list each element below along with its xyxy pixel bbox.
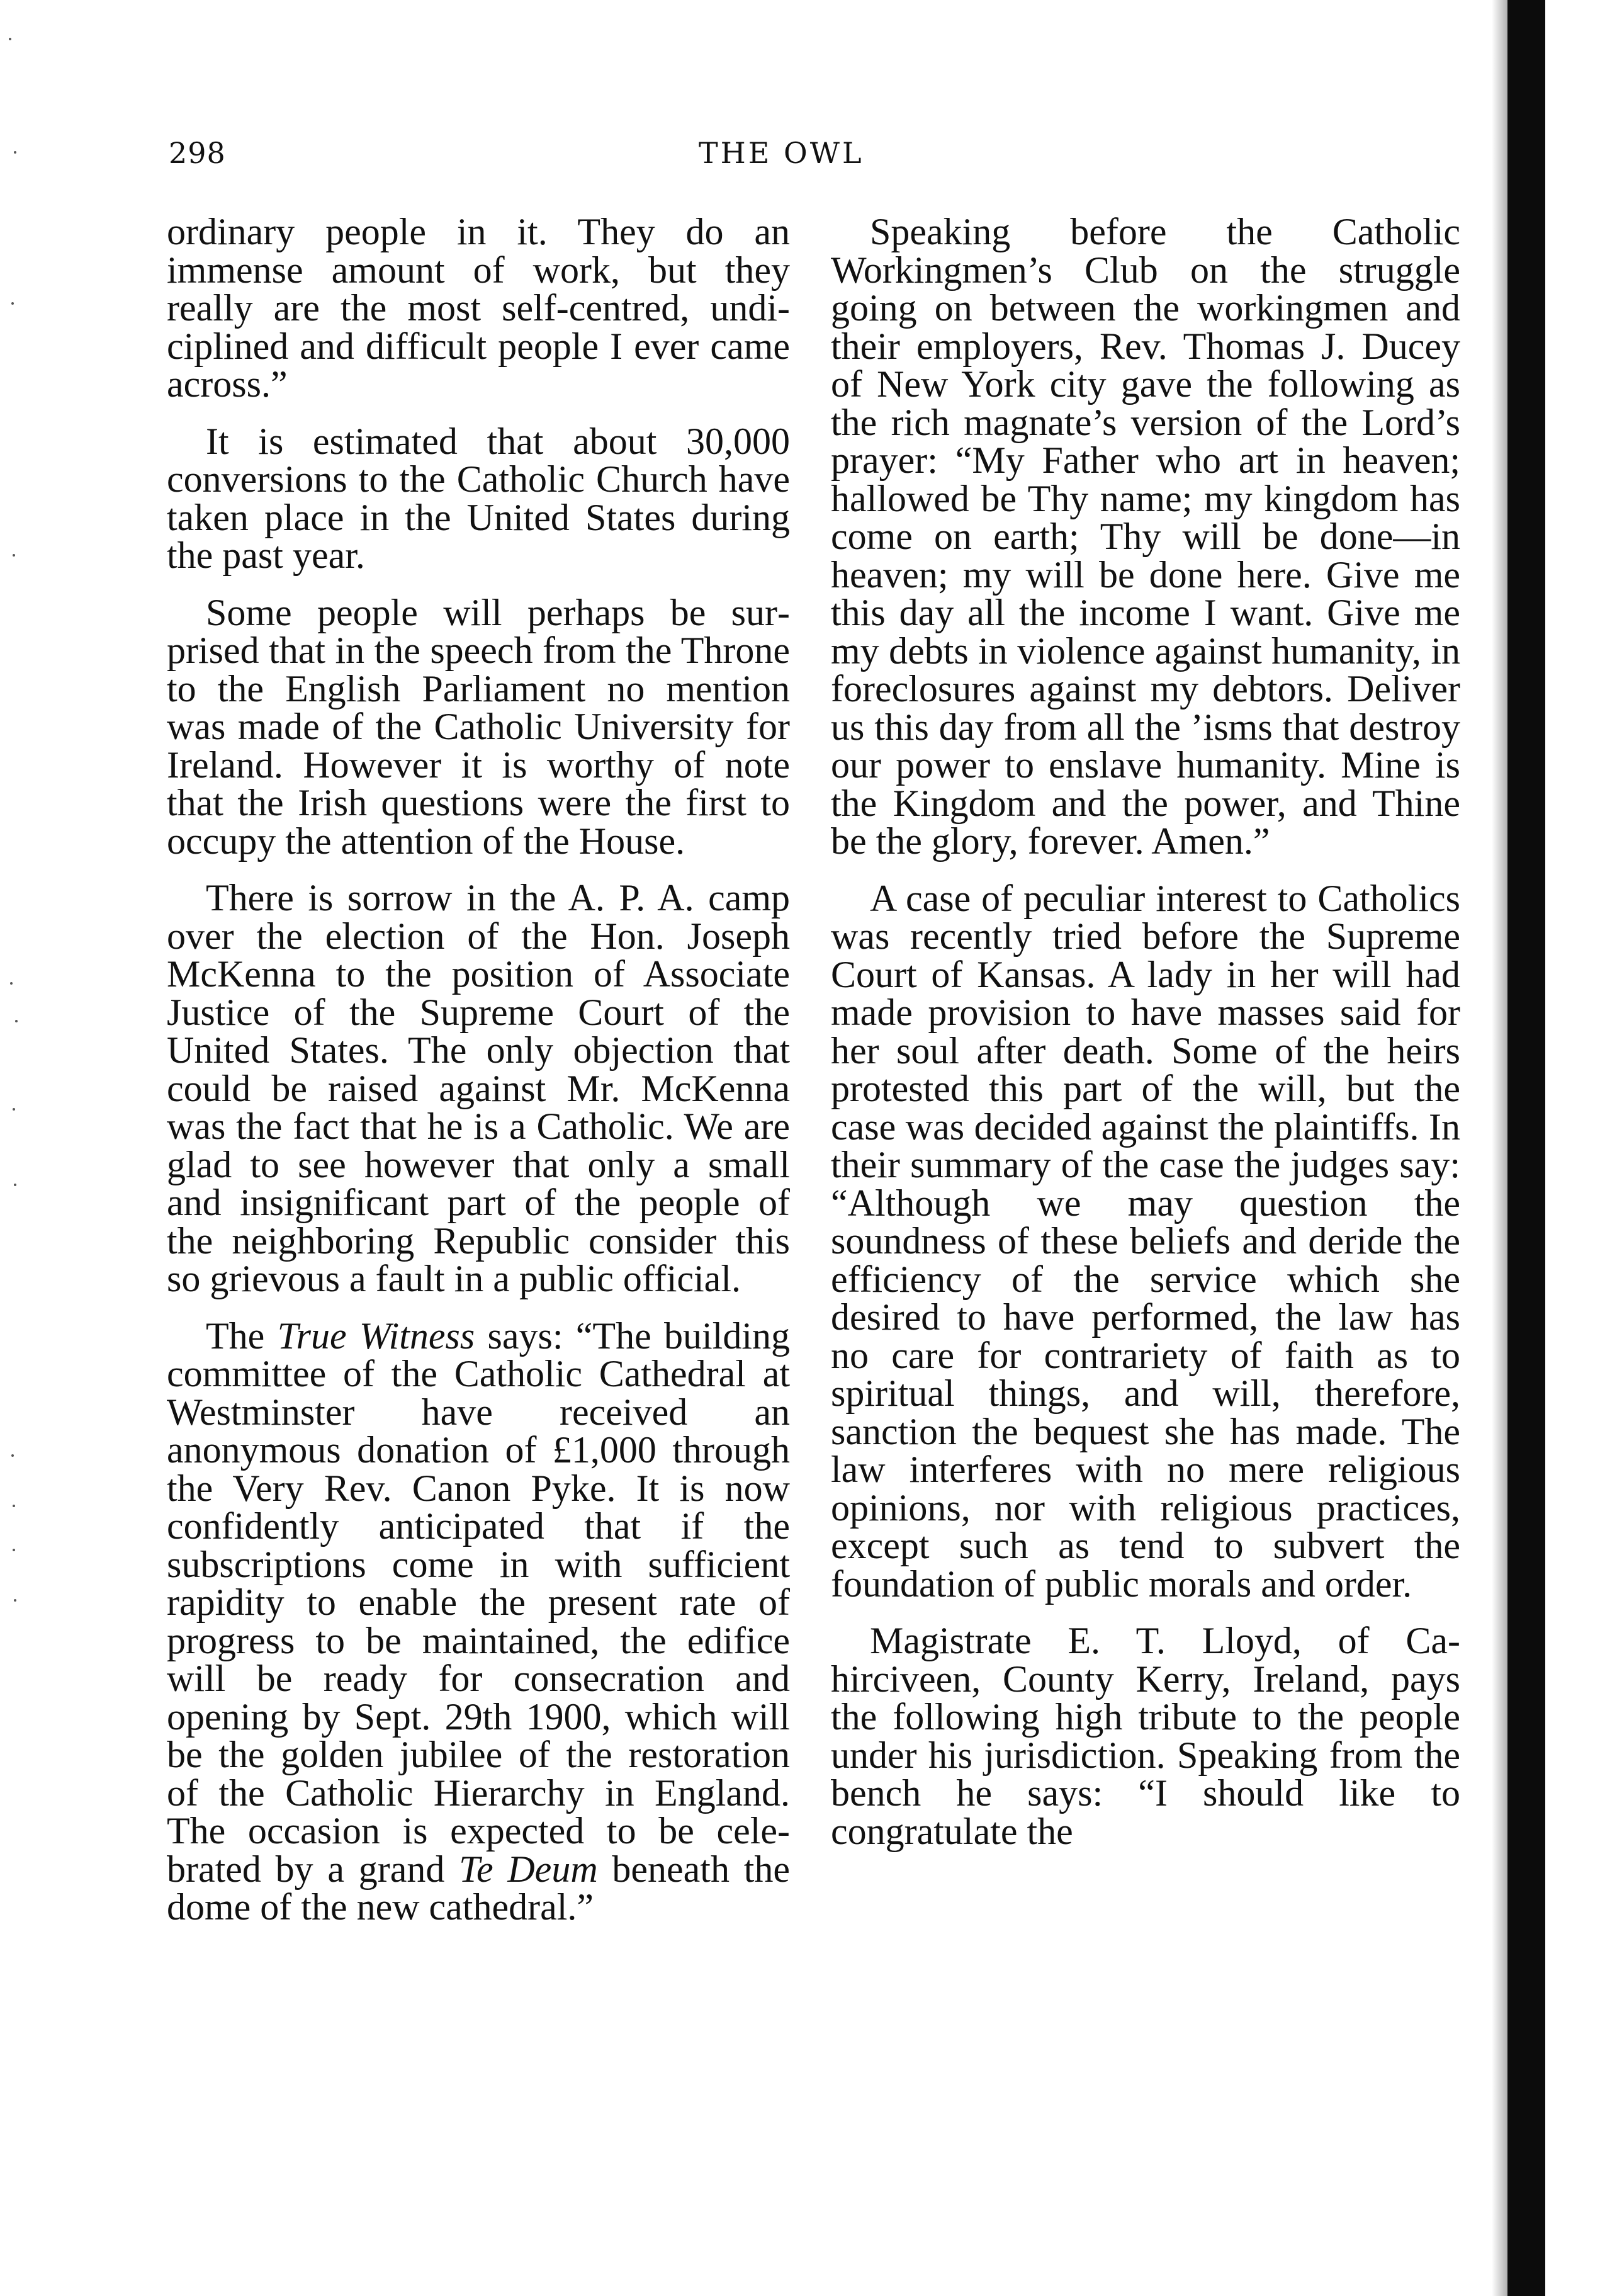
running-title: THE OWL	[699, 136, 864, 170]
right-column	[831, 213, 1460, 1869]
paragraph-ducey: Speaking before the Catholic Workingmen’s Club on the struggle going on between the workingmen and their employers, Rev. Thomas J. Ducey of New York city gave the following as the rich magnate’s version of the Lord’s prayer: “My Father who art in heaven; hallowed be Thy name; my kingdom has come on earth; Thy will be done—in heaven; my will be done here. Give me this day all the income I want. Give me my debts in violence against humanity, in foreclosures against my debtors. Deliver us this day from all the ’isms that destroy our power to enslave humanity. Mine is the Kingdom and the power, and Thine be the glory, forever. Amen.”	[831, 211, 1460, 862]
publication-title: True Witness	[277, 1315, 475, 1357]
paragraph-continued: ordinary people in it. They do an immense amount of work, but they really are the most self-centred, undiciplined and difficult people I ever came across.”	[167, 211, 790, 405]
text-run: The	[206, 1315, 278, 1357]
paragraph-true-witness	[167, 1317, 790, 1926]
left-column	[167, 213, 790, 1945]
paragraph-parliament: Some people will perhaps be surprised that in the speech from the Throne to the English Parliament no mention was made of the Catholic University for Ireland. However it is worthy of note that the Irish questions were the first to occupy the attention of the House.	[167, 591, 790, 862]
paragraph-kansas: A case of peculiar interest to Catholics was recently tried before the Supreme Court of Kansas. A lady in her will had made provision to have masses said for her soul after death. Some of the heirs protested this part of the will, but the case was decided against the plaintiffs. In their summary of the case the judges say: “Although we may question the soundness of these beliefs and deride the efficiency of the service which she desired to have performed, the law has no care for contrariety of faith as to spiritual things, and will, therefore, sanction the bequest she has made. The law interferes with no mere religious opinions, nor with religious practices, except such as tend to subvert the foundation of public morals and order.	[831, 877, 1460, 1605]
paragraph-lloyd: Magistrate E. T. Lloyd, of Cahirciveen, County Kerry, Ireland, pays the following high tribute to the people under his jurisdiction. Speaking from the bench he says: “I should like to congratulate the	[831, 1620, 1460, 1852]
paragraph-mckenna: There is sorrow in the A. P. A. camp over the election of the Hon. Joseph McKenna to the position of Associate Justice of the Supreme Court of the United States. The only objection that could be raised against Mr. McKenna was the fact that he is a Catholic. We are glad to see however that only a small and insignificant part of the people of the neighboring Republic consider this so grievous a fault in a public official.	[167, 877, 790, 1299]
text-run: beneath the dome of the new cathedral.”	[167, 1848, 790, 1928]
margin-specks	[5, 38, 30, 1926]
page-edge-shadow	[1492, 0, 1509, 2296]
hymn-title: Te Deum	[459, 1848, 598, 1890]
page-number: 298	[169, 136, 226, 170]
text-run: says: “The building committee of the Catholic Cathedral at Westminster have received an anonymous donation of £1,000 through the Very Rev. Canon Pyke. It is now confidently anticipated that if the subscriptions come in with sufficient rapidity to enable the present rate of progress to be maintained, the edifice will be ready for consecration and opening by Sept. 29th 1900, which will be the golden jubilee of the restoration of the Catholic Hierarchy in England. The occasion is expected to be celebrated by a grand	[167, 1315, 790, 1890]
binding-edge	[1507, 0, 1545, 2296]
paragraph-conversions: It is estimated that about 30,000 conversions to the Catholic Church have taken place in the United States during the past year.	[167, 420, 790, 576]
